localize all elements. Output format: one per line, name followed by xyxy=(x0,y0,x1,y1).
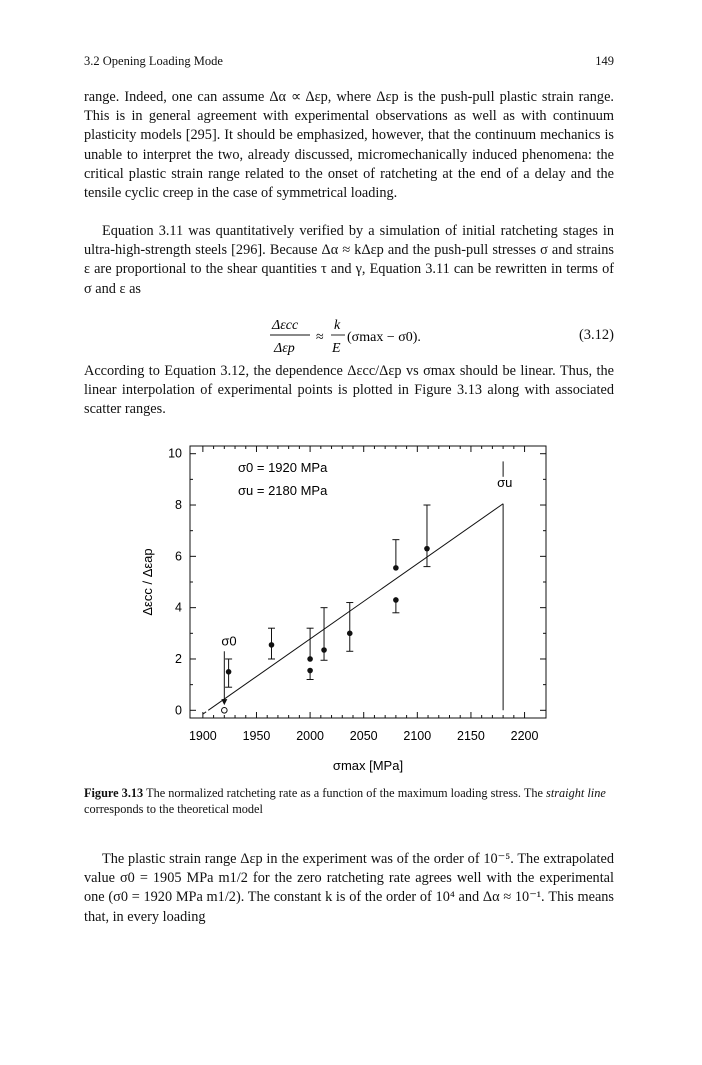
data-point xyxy=(393,597,399,603)
x-tick-label: 2200 xyxy=(510,729,539,743)
page-header xyxy=(84,54,614,70)
y-tick-label: 8 xyxy=(175,498,182,513)
data-point xyxy=(226,669,232,675)
x-tick-label: 2100 xyxy=(403,729,432,743)
figure-caption: Figure 3.13 The normalized ratcheting rate as a function of the maximum loading stress. The straight line corresponds to the theoretical model xyxy=(84,786,606,816)
fit-line xyxy=(208,504,503,711)
data-point xyxy=(393,565,399,571)
page-number: 149 xyxy=(595,54,614,68)
eq-lhs-numerator: Δεcc xyxy=(272,318,299,333)
paragraph-1: range. Indeed, one can assume Δα ∝ Δεp, where Δεp is the push-pull plastic strain range. This is in general agreement with experimental observations as well as with continuum plasticity models [295]. It should be emphasized, however, that the continuum mechanics is unable to interpret the two, already discussed, micromechanically induced phenomena: the critical plastic strain range related to the onset of ratcheting at the end of a delay and the tensile cyclic creep in the case of symmetrical loading. xyxy=(84,89,614,202)
data-point xyxy=(347,631,353,637)
x-tick-label: 2050 xyxy=(349,729,378,743)
x-tick-label: 1950 xyxy=(242,729,271,743)
x-axis-label: σmax [MPa] xyxy=(332,758,404,773)
data-point xyxy=(269,642,275,648)
sigma0-arrow-head xyxy=(221,699,227,705)
paragraph-3: According to Equation 3.12, the dependence Δεcc/Δεp vs σmax should be linear. Thus, the linear interpolation of experimental points is plotted in Figure 3.13 along with associated scatter ranges. xyxy=(84,363,614,418)
paragraph-2: Equation 3.11 was quantitatively verified by a simulation of initial ratcheting stages in ultra-high-strength steels [296]. Because Δα ≈ kΔεp and the push-pull stresses σ and strains ε are proportional to the shear quantities τ and γ, Equation 3.11 can be rewritten in terms of σ and ε as xyxy=(84,223,614,297)
figure-label: Figure 3.13 xyxy=(84,786,144,800)
eq-lhs-denominator: Δεp xyxy=(274,341,295,356)
ratcheting-rate-chart xyxy=(130,440,570,780)
sigma0-label: σ0 xyxy=(221,633,237,649)
open-data-point xyxy=(222,708,228,714)
sigma0-annotation: σ0 = 1920 MPa xyxy=(238,460,328,475)
y-tick-label: 6 xyxy=(175,549,182,564)
data-point xyxy=(424,546,430,552)
y-axis-label: Δεcc / Δεap xyxy=(140,548,155,616)
x-tick-label: 2000 xyxy=(296,729,325,743)
x-tick-label: 2150 xyxy=(457,729,485,743)
data-point xyxy=(321,647,327,653)
equation-3-12 xyxy=(84,313,614,359)
eq-k: k xyxy=(334,318,341,333)
y-tick-label: 10 xyxy=(168,446,182,461)
y-tick-label: 0 xyxy=(175,703,182,718)
paragraph-4: The plastic strain range Δεp in the experiment was of the order of 10⁻⁵. The extrapolated value σ0 = 1905 MPa m1/2 for the zero ratcheting rate agrees well with the experimental one (σ0 = 1920 MPa m1/2). The constant k is of the order of 10⁴ and Δα ≈ 10⁻¹. This means that, in every loading xyxy=(84,851,614,925)
eq-E: E xyxy=(332,341,341,356)
x-tick-label: 1900 xyxy=(188,729,217,743)
eq-rhs: (σmax − σ0). xyxy=(347,330,421,345)
y-tick-label: 4 xyxy=(175,600,182,615)
sigmau-label: σu xyxy=(497,475,513,491)
eq-approx: ≈ xyxy=(316,330,324,345)
equation-number: (3.12) xyxy=(578,327,614,343)
data-point xyxy=(307,668,313,674)
y-tick-label: 2 xyxy=(175,651,182,666)
fit-line-extension xyxy=(203,710,208,714)
sigmau-annotation: σu = 2180 MPa xyxy=(238,483,328,498)
section-title: 3.2 Opening Loading Mode xyxy=(84,54,223,68)
data-point xyxy=(307,656,313,662)
